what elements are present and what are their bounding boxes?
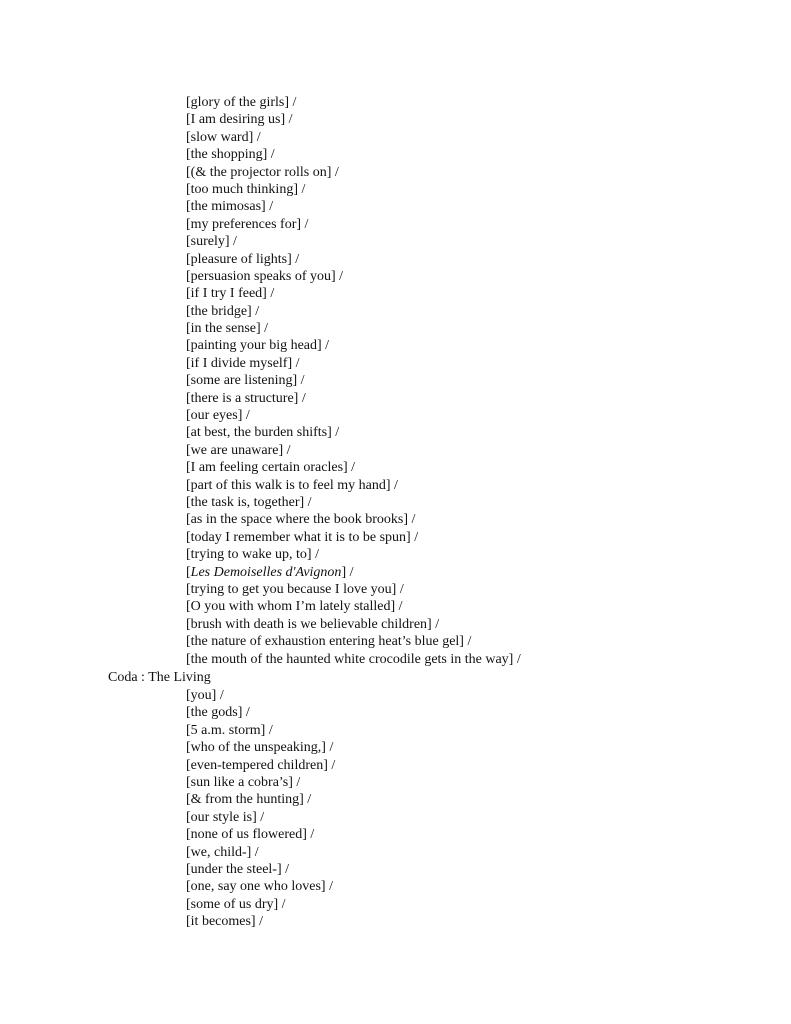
poem-line: [who of the unspeaking,] / [186, 740, 334, 756]
poem-line: [there is a structure] / [186, 390, 306, 406]
poem-line: [my preferences for] / [186, 216, 309, 232]
poem-line: [you] / [186, 688, 224, 703]
poem-line: [today I remember what it is to be spun] / [186, 529, 419, 545]
poem-line: [some are listening] / [186, 373, 305, 389]
poem-line: [O you with whom I’m lately stalled] / [186, 599, 403, 615]
poem-line: [5 a.m. storm] / [186, 722, 273, 738]
poem-line: [the mouth of the haunted white crocodile gets in the way] / [186, 651, 521, 667]
poem-line: [the mimosas] / [186, 199, 274, 215]
poem-line: [if I divide myself] / [186, 355, 300, 371]
poem-line: [& from the hunting] / [186, 792, 312, 808]
poem-line: [sun like a cobra’s] / [186, 774, 301, 790]
poem-line: [one, say one who loves] / [186, 879, 333, 895]
poem-line: [if I try I feed] / [186, 286, 275, 302]
poem-line: [under the steel-] / [186, 861, 290, 877]
poem-line: [even-tempered children] / [186, 757, 336, 773]
poem-line: [we are unaware] / [186, 442, 291, 458]
poem-line: [brush with death is we believable children] / [186, 616, 440, 632]
poem-line: [I am desiring us] / [186, 112, 293, 128]
poem-line-italic-title [186, 564, 521, 581]
poem-line: [the shopping] / [186, 147, 275, 163]
poem-line: [the bridge] / [186, 303, 260, 319]
poem-line: [at best, the burden shifts] / [186, 425, 340, 441]
poem-line: [we, child-] / [186, 844, 259, 860]
poem-line: [our style is] / [186, 809, 265, 825]
bracket-close: ] / [341, 564, 354, 580]
poem-line: [the task is, together] / [186, 494, 312, 510]
poem-line: [(& the projector rolls on] / [186, 164, 339, 180]
poem-line: [trying to get you because I love you] / [186, 581, 404, 597]
poem-line: [surely] / [186, 234, 237, 250]
poem-line: [persuasion speaks of you] / [186, 268, 344, 284]
poem-line: [in the sense] / [186, 321, 269, 337]
poem-line: [some of us dry] / [186, 896, 286, 912]
poem-line: [none of us flowered] / [186, 827, 315, 843]
artwork-title: Les Demoiselles d'Avignon [190, 564, 342, 580]
poem-line: [too much thinking] / [186, 181, 306, 197]
poem-line: [pleasure of lights] / [186, 251, 300, 267]
coda-heading: Coda : The Living [108, 670, 211, 685]
poem-line: [the nature of exhaustion entering heat’s blue gel] / [186, 634, 472, 650]
poem-line: [it becomes] / [186, 914, 263, 930]
poem-line: [I am feeling certain oracles] / [186, 460, 356, 476]
poem-section-coda [186, 687, 335, 930]
poem-line: [slow ward] / [186, 129, 261, 145]
poem-line: [our eyes] / [186, 408, 250, 424]
poem-line: [the gods] / [186, 705, 250, 721]
poem-line: [trying to wake up, to] / [186, 547, 319, 563]
poem-line: [as in the space where the book brooks] / [186, 512, 416, 528]
poem-line: [glory of the girls] / [186, 95, 297, 110]
bracket-open: [ [186, 564, 191, 580]
poem-line: [painting your big head] / [186, 338, 330, 354]
poem-section-main [186, 94, 521, 668]
poem-line: [part of this walk is to feel my hand] / [186, 477, 398, 493]
